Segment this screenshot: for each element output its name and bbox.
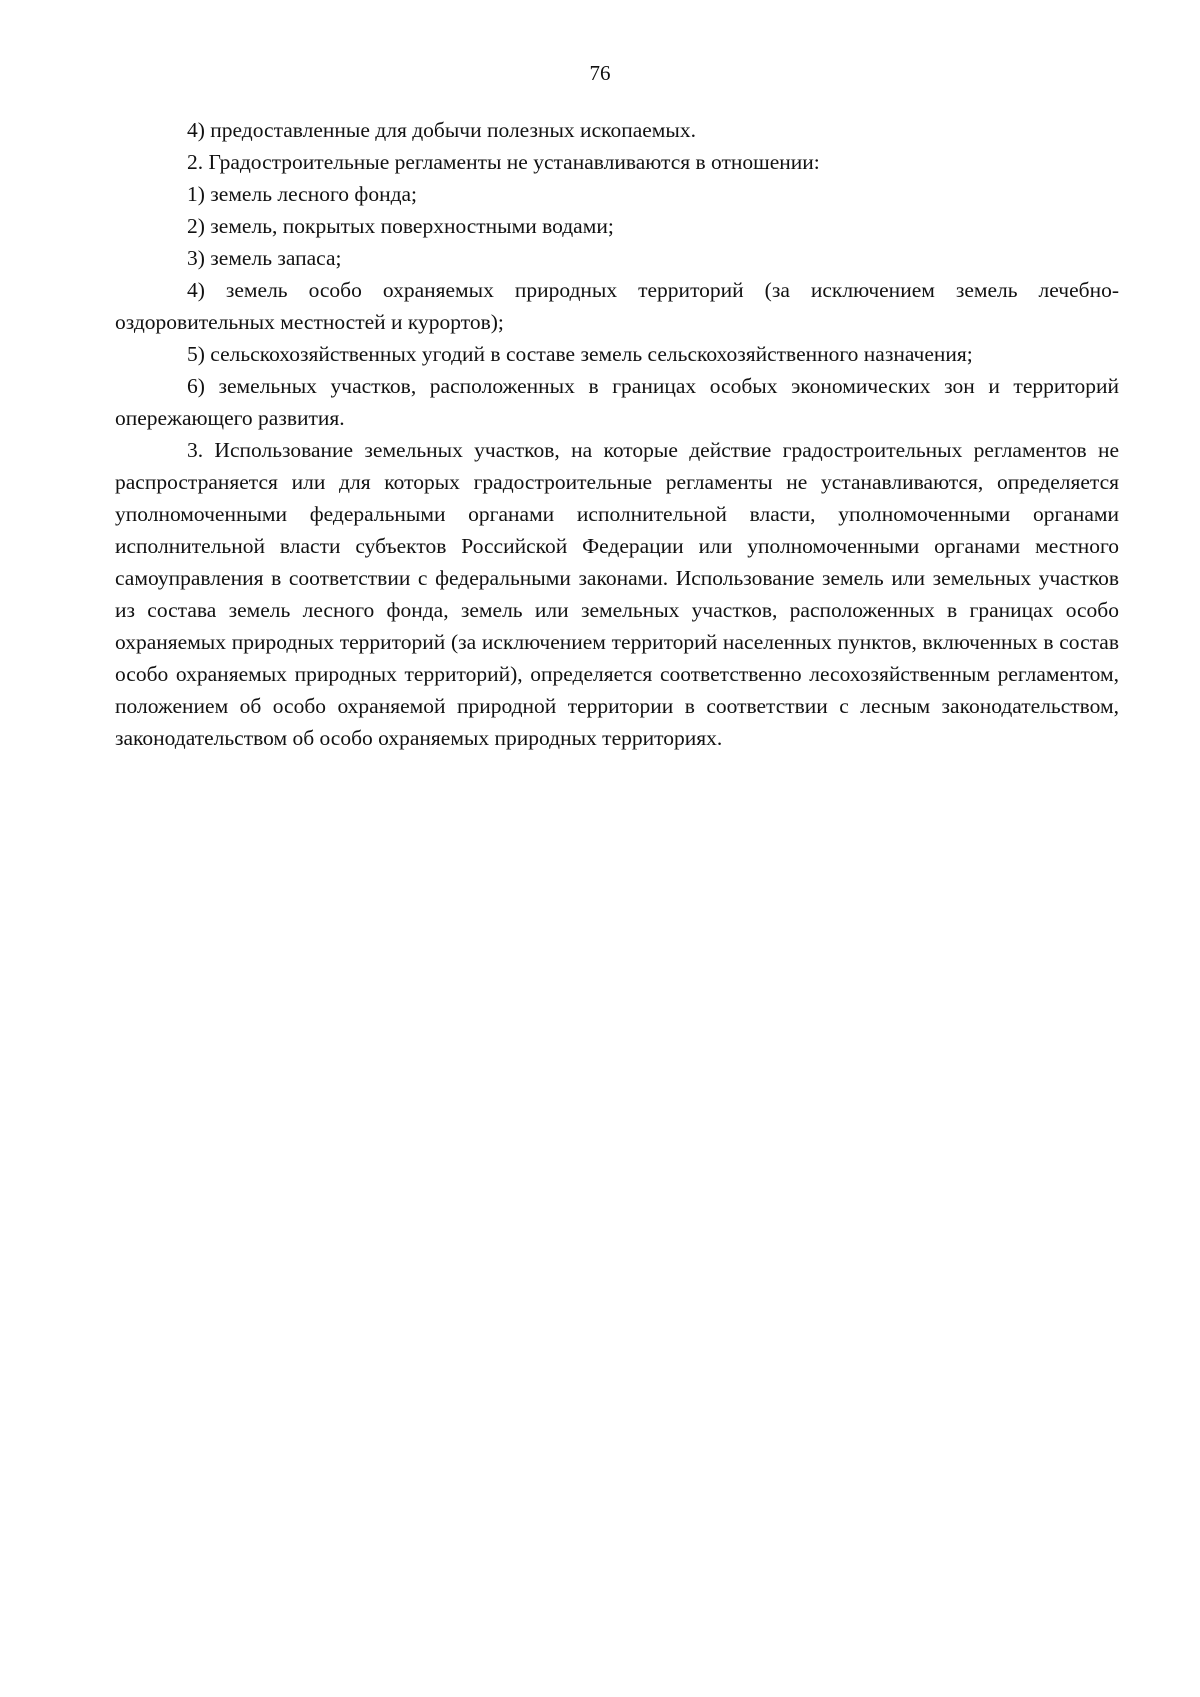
paragraph-item-1-forest: 1) земель лесного фонда;: [187, 182, 418, 206]
paragraph-item-3-reserve: 3) земель запаса;: [187, 246, 342, 270]
paragraph-item-5-agricultural: 5) сельскохозяйственных угодий в составе земель сельскохозяйственного назначения;: [187, 342, 973, 366]
paragraph-item-2-water: 2) земель, покрытых поверхностными водами;: [187, 214, 614, 238]
paragraph-section-3: 3. Использование земельных участков, на которые действие градостроительных регламентов не распространяется или для которых градостроительные регламенты не устанавливаются, определяется уполномоченными федеральными органами исполнительной власти, уполномоченными органами исполнительной власти субъектов Российской Федерации или уполномоченными органами местного самоуправления в соответствии с федеральными законами. Использование земель или земельных участков из состава земель лесного фонда, земель или земельных участков, расположенных в границах особо охраняемых природных территорий (за исключением территорий населенных пунктов, включенных в состав особо охраняемых природных территорий), определяется соответственно лесохозяйственным регламентом, положением об особо охраняемой природной территории в соответствии с лесным законодательством, законодательством об особо охраняемых природных территориях.: [115, 438, 1119, 750]
paragraph-item-4-mining: 4) предоставленные для добычи полезных ископаемых.: [187, 118, 696, 142]
page-number: 76: [589, 61, 611, 85]
paragraph-item-4-protected: 4) земель особо охраняемых природных территорий (за исключением земель лечебно-оздоровительных местностей и курортов);: [115, 278, 1119, 334]
paragraph-item-6-economic-zones: 6) земельных участков, расположенных в границах особых экономических зон и территорий опережающего развития.: [115, 374, 1119, 430]
paragraph-section-2: 2. Градостроительные регламенты не устанавливаются в отношении:: [187, 150, 820, 174]
document-body: [115, 114, 1119, 754]
